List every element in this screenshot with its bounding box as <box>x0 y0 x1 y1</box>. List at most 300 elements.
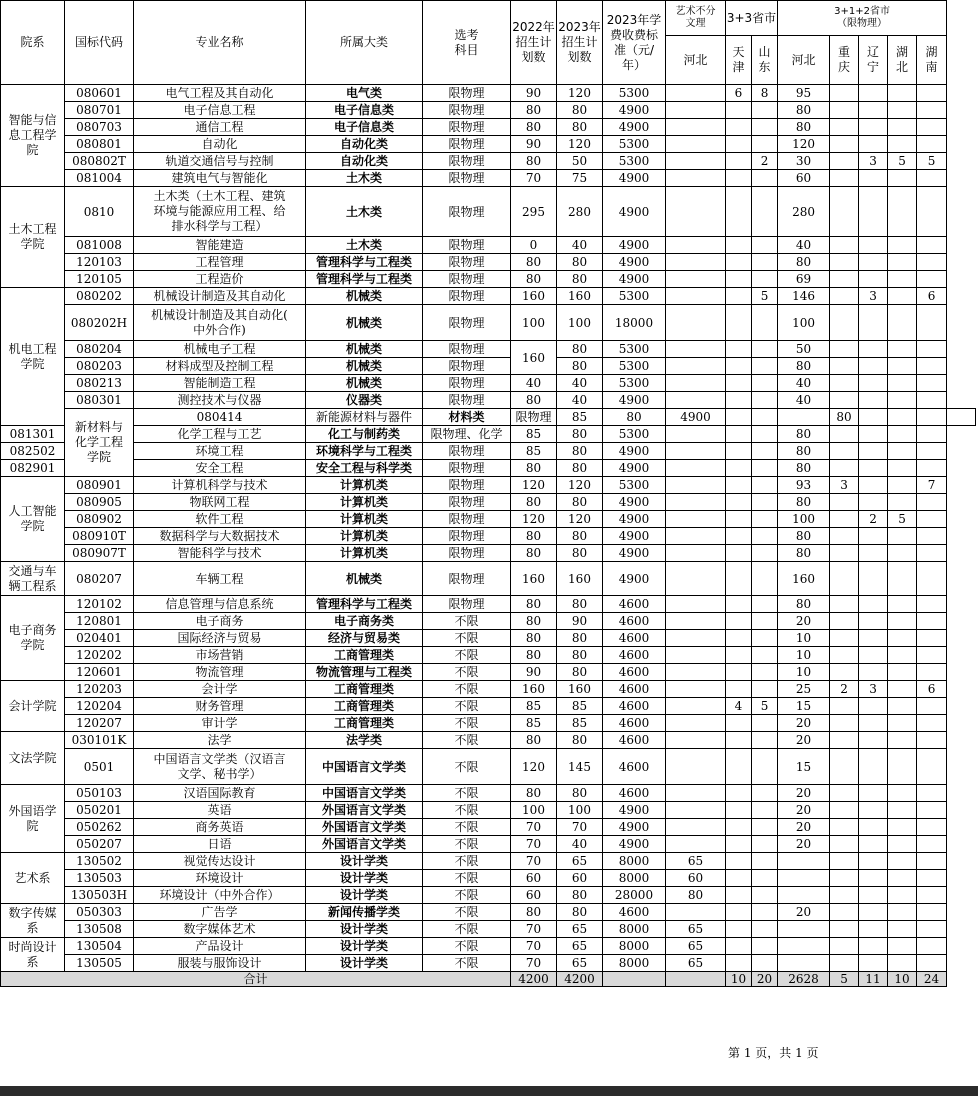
plan-2023-cell: 80 <box>557 887 603 904</box>
major-name-cell: 国际经济与贸易 <box>134 630 306 647</box>
plan-2023-cell: 80 <box>557 341 603 358</box>
fee-cell: 8000 <box>603 938 666 955</box>
department-cell: 数字传媒 系 <box>1 904 65 938</box>
tianjin-cell <box>726 392 752 409</box>
liaoning-cell: 3 <box>859 153 888 170</box>
fee-cell: 5300 <box>603 477 666 494</box>
code-cell: 080703 <box>65 119 134 136</box>
liaoning-cell <box>859 921 888 938</box>
art-hebei-cell <box>666 187 726 237</box>
fee-cell: 4900 <box>603 392 666 409</box>
major-name-cell: 英语 <box>134 802 306 819</box>
table-row <box>1 511 976 528</box>
tianjin-cell <box>726 460 752 477</box>
chongqing-cell <box>830 545 859 562</box>
table-row <box>1 136 976 153</box>
hubei-cell <box>888 426 917 443</box>
plan-2023-cell: 80 <box>557 460 603 477</box>
plan-2023-cell: 120 <box>557 477 603 494</box>
header-plan-2022: 2022年 招生计 划数 <box>511 1 557 85</box>
liaoning-cell <box>859 102 888 119</box>
table-row <box>1 562 976 596</box>
art-hebei-cell: 65 <box>666 955 726 972</box>
subject-cell: 限物理 <box>511 409 557 426</box>
hunan-cell <box>917 921 947 938</box>
category-cell: 管理科学与工程类 <box>306 254 423 271</box>
category-cell: 中国语言文学类 <box>306 749 423 785</box>
chongqing-cell <box>830 511 859 528</box>
hebei-cell: 15 <box>778 749 830 785</box>
hebei-cell: 93 <box>778 477 830 494</box>
category-cell: 计算机类 <box>306 494 423 511</box>
bottom-bar <box>0 1086 978 1096</box>
subject-cell: 不限 <box>423 715 511 732</box>
art-hebei-cell <box>666 836 726 853</box>
subject-cell: 不限 <box>423 819 511 836</box>
hebei-cell: 80 <box>778 494 830 511</box>
subject-cell: 限物理 <box>423 528 511 545</box>
plan-2022-cell: 160 <box>511 681 557 698</box>
fee-cell: 4600 <box>603 698 666 715</box>
subject-cell: 限物理 <box>423 341 511 358</box>
chongqing-cell <box>830 119 859 136</box>
subject-cell: 不限 <box>423 853 511 870</box>
plan-2022-cell: 80 <box>511 528 557 545</box>
plan-2023-cell: 40 <box>557 375 603 392</box>
hebei-cell: 100 <box>778 305 830 341</box>
art-hebei-cell <box>666 819 726 836</box>
code-cell: 130502 <box>65 853 134 870</box>
plan-2022-cell: 120 <box>511 749 557 785</box>
hunan-cell <box>917 819 947 836</box>
category-cell: 安全工程与科学类 <box>306 460 423 477</box>
fee-cell: 4600 <box>603 664 666 681</box>
subject-cell: 不限 <box>423 870 511 887</box>
major-name-cell: 服装与服饰设计 <box>134 955 306 972</box>
art-hebei-cell <box>666 254 726 271</box>
liaoning-cell <box>859 119 888 136</box>
tianjin-cell <box>726 341 752 358</box>
code-cell: 080801 <box>65 136 134 153</box>
table-row <box>1 938 976 955</box>
major-name-cell: 工程造价 <box>134 271 306 288</box>
hunan-cell <box>917 853 947 870</box>
major-name-cell: 测控技术与仪器 <box>134 392 306 409</box>
plan-2022-cell: 70 <box>511 853 557 870</box>
shandong-cell <box>752 853 778 870</box>
tianjin-cell <box>726 853 752 870</box>
plan-2022-cell: 80 <box>511 119 557 136</box>
chongqing-cell <box>830 341 859 358</box>
total-shandong: 20 <box>752 972 778 987</box>
page-footer: 第 1 页，共 1 页 <box>728 1046 819 1060</box>
art-hebei-cell <box>666 102 726 119</box>
header-tianjin: 天 津 <box>726 36 752 85</box>
hunan-cell <box>917 955 947 972</box>
art-hebei-cell <box>666 460 726 477</box>
art-hebei-cell: 65 <box>666 938 726 955</box>
art-hebei-cell <box>666 596 726 613</box>
chongqing-cell <box>830 494 859 511</box>
table-row <box>1 836 976 853</box>
header-3plus1plus2: 3+1+2省市 （限物理） <box>778 1 947 36</box>
chongqing-cell <box>830 802 859 819</box>
hubei-cell <box>888 545 917 562</box>
hebei-cell: 40 <box>778 375 830 392</box>
header-dept: 院系 <box>1 1 65 85</box>
department-cell: 人工智能 学院 <box>1 477 65 562</box>
hebei-cell: 20 <box>778 836 830 853</box>
plan-2023-cell: 65 <box>557 853 603 870</box>
hebei-cell: 10 <box>778 647 830 664</box>
shandong-cell <box>752 596 778 613</box>
table-row <box>1 698 976 715</box>
category-cell: 管理科学与工程类 <box>306 596 423 613</box>
major-name-cell: 汉语国际教育 <box>134 785 306 802</box>
category-cell: 电子商务类 <box>306 613 423 630</box>
hebei-cell: 15 <box>778 698 830 715</box>
fee-cell: 4900 <box>603 443 666 460</box>
table-row <box>1 102 976 119</box>
chongqing-cell <box>830 187 859 237</box>
category-cell: 设计学类 <box>306 938 423 955</box>
code-cell: 080207 <box>65 562 134 596</box>
table-row <box>1 170 976 187</box>
code-cell: 082901 <box>1 460 65 477</box>
hunan-cell <box>917 375 947 392</box>
tianjin-cell <box>726 938 752 955</box>
major-name-cell: 产品设计 <box>134 938 306 955</box>
hebei-cell: 50 <box>778 341 830 358</box>
subject-cell: 不限 <box>423 749 511 785</box>
code-cell: 050103 <box>65 785 134 802</box>
header-art-hebei: 河北 <box>666 36 726 85</box>
hunan-cell <box>917 426 947 443</box>
shandong-cell <box>752 732 778 749</box>
hunan-cell <box>917 715 947 732</box>
plan-2023-cell: 145 <box>557 749 603 785</box>
subject-cell: 不限 <box>423 681 511 698</box>
tianjin-cell <box>726 102 752 119</box>
tianjin-cell <box>726 545 752 562</box>
chongqing-cell <box>830 938 859 955</box>
hunan-cell <box>917 938 947 955</box>
shandong-cell <box>752 681 778 698</box>
major-name-cell: 建筑电气与智能化 <box>134 170 306 187</box>
major-name-cell: 化学工程与工艺 <box>134 426 306 443</box>
shandong-cell <box>752 921 778 938</box>
major-name-cell: 轨道交通信号与控制 <box>134 153 306 170</box>
tianjin-cell <box>726 511 752 528</box>
subject-cell: 限物理 <box>423 136 511 153</box>
table-row <box>1 921 976 938</box>
header-hunan: 湖 南 <box>917 36 947 85</box>
shandong-cell <box>752 715 778 732</box>
subject-cell: 限物理 <box>423 237 511 254</box>
table-row <box>1 955 976 972</box>
hunan-cell <box>917 732 947 749</box>
hubei-cell <box>888 681 917 698</box>
table-row <box>1 443 976 460</box>
code-cell: 080202H <box>65 305 134 341</box>
code-cell: 120203 <box>65 681 134 698</box>
category-cell: 设计学类 <box>306 853 423 870</box>
category-cell: 管理科学与工程类 <box>306 271 423 288</box>
department-cell: 新材料与 化学工程 学院 <box>65 409 134 477</box>
hubei-cell <box>888 647 917 664</box>
category-cell: 工商管理类 <box>306 715 423 732</box>
fee-cell: 4900 <box>603 545 666 562</box>
plan-2022-cell: 80 <box>511 732 557 749</box>
hebei-cell: 20 <box>778 819 830 836</box>
category-cell: 电子信息类 <box>306 102 423 119</box>
liaoning-cell <box>859 819 888 836</box>
liaoning-cell <box>859 596 888 613</box>
category-cell: 外国语言文学类 <box>306 819 423 836</box>
hubei-cell <box>888 698 917 715</box>
header-liaoning: 辽 宁 <box>859 36 888 85</box>
hebei-cell: 80 <box>778 528 830 545</box>
department-cell: 交通与车 辆工程系 <box>1 562 65 596</box>
shandong-cell <box>752 271 778 288</box>
major-name-cell: 电气工程及其自动化 <box>134 85 306 102</box>
shandong-cell <box>752 938 778 955</box>
code-cell: 0810 <box>65 187 134 237</box>
shandong-cell <box>752 819 778 836</box>
chongqing-cell <box>830 237 859 254</box>
fee-cell: 8000 <box>603 870 666 887</box>
liaoning-cell <box>859 545 888 562</box>
hebei-cell: 80 <box>778 443 830 460</box>
art-hebei-cell <box>666 562 726 596</box>
tianjin-cell <box>726 136 752 153</box>
hunan-cell <box>917 749 947 785</box>
plan-2023-cell: 85 <box>557 715 603 732</box>
plan-2023-cell: 85 <box>557 698 603 715</box>
category-cell: 环境科学与工程类 <box>306 443 423 460</box>
hubei-cell <box>917 409 947 426</box>
liaoning-cell <box>859 271 888 288</box>
liaoning-cell <box>859 732 888 749</box>
tianjin-cell <box>726 715 752 732</box>
subject-cell: 限物理 <box>423 494 511 511</box>
hubei-cell <box>888 341 917 358</box>
plan-2023-cell: 100 <box>557 305 603 341</box>
art-hebei-cell: 65 <box>666 921 726 938</box>
hebei-cell <box>778 955 830 972</box>
subject-cell: 限物理 <box>423 375 511 392</box>
liaoning-cell <box>859 305 888 341</box>
category-cell: 自动化类 <box>306 136 423 153</box>
code-cell: 120202 <box>65 647 134 664</box>
liaoning-cell <box>859 802 888 819</box>
table-row <box>1 887 976 904</box>
art-hebei-cell <box>666 613 726 630</box>
hunan-cell: 7 <box>917 477 947 494</box>
tianjin-cell <box>726 955 752 972</box>
category-cell: 外国语言文学类 <box>306 802 423 819</box>
hubei-cell <box>888 715 917 732</box>
chongqing-cell: 3 <box>830 477 859 494</box>
art-hebei-cell <box>666 511 726 528</box>
header-major: 专业名称 <box>134 1 306 85</box>
shandong-cell <box>752 647 778 664</box>
subject-cell: 不限 <box>423 938 511 955</box>
chongqing-cell <box>830 664 859 681</box>
plan-2022-cell: 120 <box>511 477 557 494</box>
plan-2023-cell: 65 <box>557 955 603 972</box>
code-cell: 020401 <box>65 630 134 647</box>
art-hebei-cell <box>666 785 726 802</box>
tianjin-cell <box>726 528 752 545</box>
header-hubei: 湖 北 <box>888 36 917 85</box>
hebei-cell: 80 <box>778 426 830 443</box>
tianjin-cell <box>726 305 752 341</box>
table-row <box>1 715 976 732</box>
chongqing-cell <box>830 460 859 477</box>
category-cell: 设计学类 <box>306 870 423 887</box>
code-cell: 120204 <box>65 698 134 715</box>
plan-2023-cell: 80 <box>557 785 603 802</box>
plan-2022-cell: 80 <box>511 647 557 664</box>
major-name-cell: 车辆工程 <box>134 562 306 596</box>
fee-cell: 5300 <box>603 375 666 392</box>
header-hebei: 河北 <box>778 36 830 85</box>
hebei-cell: 60 <box>778 170 830 187</box>
hubei-cell: 5 <box>888 511 917 528</box>
hubei-cell <box>888 836 917 853</box>
plan-2023-cell: 80 <box>557 545 603 562</box>
chongqing-cell <box>830 732 859 749</box>
code-cell: 081008 <box>65 237 134 254</box>
table-row <box>1 870 976 887</box>
code-cell: 120103 <box>65 254 134 271</box>
total-hunan: 24 <box>917 972 947 987</box>
major-name-cell: 物联网工程 <box>134 494 306 511</box>
fee-cell: 4600 <box>603 749 666 785</box>
liaoning-cell <box>859 187 888 237</box>
subject-cell: 限物理 <box>423 271 511 288</box>
hubei-cell <box>888 85 917 102</box>
liaoning-cell <box>859 836 888 853</box>
table-row <box>1 358 976 375</box>
shandong-cell <box>752 511 778 528</box>
shandong-cell <box>752 426 778 443</box>
table-row <box>1 802 976 819</box>
category-cell: 机械类 <box>306 375 423 392</box>
hunan-cell <box>917 802 947 819</box>
fee-cell: 4900 <box>603 562 666 596</box>
header-chongqing: 重 庆 <box>830 36 859 85</box>
category-cell: 土木类 <box>306 187 423 237</box>
chongqing-cell <box>830 254 859 271</box>
art-hebei-cell <box>666 237 726 254</box>
fee-cell: 4900 <box>603 254 666 271</box>
art-hebei-cell <box>666 698 726 715</box>
plan-2022-cell: 80 <box>511 630 557 647</box>
shandong-cell <box>752 955 778 972</box>
major-name-cell: 工程管理 <box>134 254 306 271</box>
code-cell: 050303 <box>65 904 134 921</box>
code-cell: 080901 <box>65 477 134 494</box>
chongqing-cell <box>830 288 859 305</box>
tianjin-cell <box>726 562 752 596</box>
category-cell: 工商管理类 <box>306 681 423 698</box>
hubei-cell <box>888 749 917 785</box>
chongqing-cell <box>830 630 859 647</box>
category-cell: 机械类 <box>306 341 423 358</box>
hunan-cell <box>917 613 947 630</box>
hubei-cell <box>888 853 917 870</box>
major-name-cell: 土木类（土木工程、建筑 环境与能源应用工程、给 排水科学与工程） <box>134 187 306 237</box>
major-name-cell: 环境工程 <box>134 443 306 460</box>
fee-cell: 4600 <box>603 785 666 802</box>
tianjin-cell <box>726 254 752 271</box>
art-hebei-cell <box>666 732 726 749</box>
subject-cell: 不限 <box>423 698 511 715</box>
code-cell: 130503 <box>65 870 134 887</box>
fee-cell: 4900 <box>603 819 666 836</box>
tianjin-cell <box>726 870 752 887</box>
art-hebei-cell <box>666 170 726 187</box>
shandong-cell <box>752 904 778 921</box>
hunan-cell: 6 <box>917 681 947 698</box>
hebei-cell <box>778 938 830 955</box>
fee-cell: 4900 <box>603 170 666 187</box>
hubei-cell <box>888 170 917 187</box>
plan-2023-cell: 80 <box>557 254 603 271</box>
hebei-cell: 80 <box>830 409 859 426</box>
code-cell: 120801 <box>65 613 134 630</box>
hubei-cell <box>888 887 917 904</box>
hubei-cell <box>888 271 917 288</box>
plan-2022-cell: 70 <box>511 170 557 187</box>
category-cell: 计算机类 <box>306 477 423 494</box>
plan-2023-cell: 90 <box>557 613 603 630</box>
category-cell: 经济与贸易类 <box>306 630 423 647</box>
hebei-cell: 10 <box>778 664 830 681</box>
hunan-cell <box>917 85 947 102</box>
hubei-cell <box>888 375 917 392</box>
shandong-cell <box>752 887 778 904</box>
liaoning-cell <box>859 494 888 511</box>
art-hebei-cell <box>666 341 726 358</box>
hunan-cell <box>917 630 947 647</box>
liaoning-cell <box>859 443 888 460</box>
art-hebei-cell <box>666 664 726 681</box>
plan-2022-cell: 70 <box>511 836 557 853</box>
major-name-cell: 通信工程 <box>134 119 306 136</box>
subject-cell: 限物理 <box>423 392 511 409</box>
category-cell: 外国语言文学类 <box>306 836 423 853</box>
subject-cell: 不限 <box>423 836 511 853</box>
plan-2023-cell: 120 <box>557 85 603 102</box>
shandong-cell <box>752 664 778 681</box>
plan-2022-cell: 160 <box>511 562 557 596</box>
plan-2023-cell: 120 <box>557 136 603 153</box>
plan-2023-cell: 40 <box>557 237 603 254</box>
subject-cell: 不限 <box>423 921 511 938</box>
shandong-cell <box>752 494 778 511</box>
code-cell: 0501 <box>65 749 134 785</box>
hubei-cell <box>888 785 917 802</box>
hubei-cell <box>888 460 917 477</box>
subject-cell: 限物理 <box>423 305 511 341</box>
tianjin-cell <box>726 170 752 187</box>
plan-2023-cell: 65 <box>557 938 603 955</box>
table-row <box>1 630 976 647</box>
table-row <box>1 681 976 698</box>
